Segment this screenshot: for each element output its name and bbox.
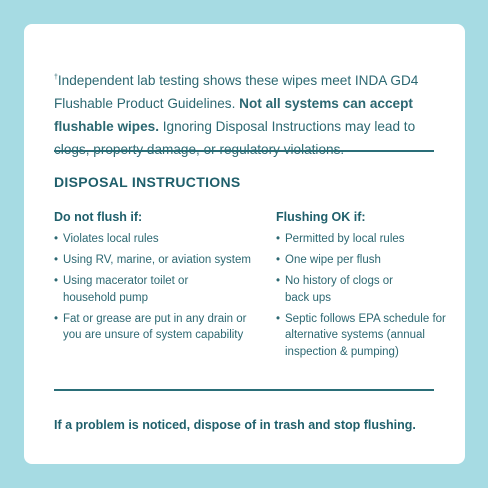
list-item: • Septic follows EPA schedule for alternative systems (annual inspection & pumping) (276, 311, 453, 361)
top-divider (54, 150, 434, 152)
list-item: • Using RV, marine, or aviation system (54, 252, 259, 269)
list-item: • One wipe per flush (276, 252, 444, 269)
list-item: • Fat or grease are put in any drain or you are unsure of system capability (54, 311, 258, 344)
do-not-flush-column (54, 210, 259, 348)
list-item: • Permitted by local rules (276, 231, 444, 248)
flushing-ok-column (276, 210, 444, 365)
info-card (24, 24, 465, 464)
do-not-flush-title: Do not flush if: (54, 210, 143, 224)
do-not-flush-list (54, 231, 259, 344)
flushing-ok-title: Flushing OK if: (276, 210, 366, 224)
disclaimer-statement: Independent lab testing shows these wipes meet INDA GD4 Flushable Product Guidelines. (54, 72, 419, 111)
dagger-marker: † (54, 73, 58, 81)
flushing-ok-list (276, 231, 444, 360)
disclaimer-warning: Not all systems can accept flushable wipes. (54, 95, 413, 134)
disclaimer-consequence: Ignoring Disposal Instructions may lead to (162, 118, 416, 134)
bottom-divider (54, 389, 434, 391)
list-item: • Violates local rules (54, 231, 259, 248)
section-heading: DISPOSAL INSTRUCTIONS (54, 174, 241, 190)
list-item: • Using macerator toilet or household pump (54, 273, 223, 306)
disclaimer-text (54, 66, 444, 161)
footer-note: If a problem is noticed, dispose of in trash and stop flushing. (54, 418, 416, 432)
list-item: • No history of clogs or back ups (276, 273, 400, 306)
